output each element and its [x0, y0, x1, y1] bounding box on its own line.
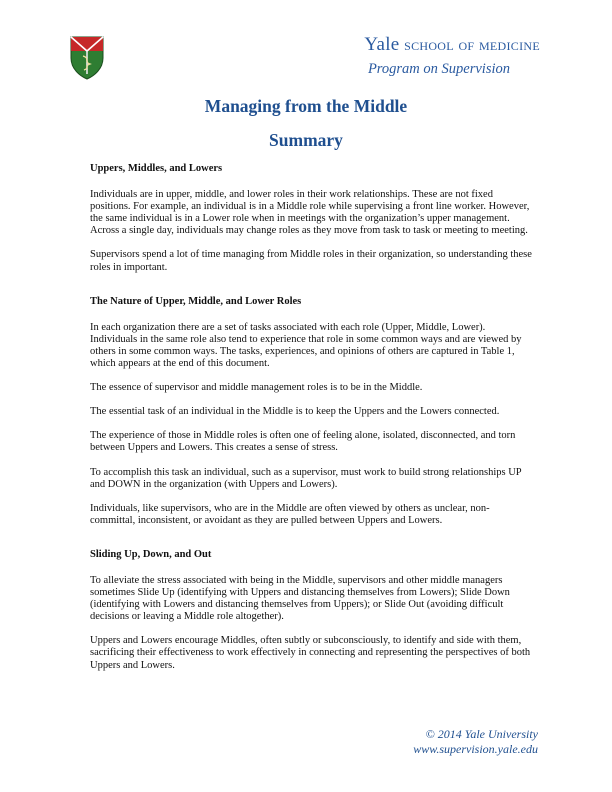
paragraph: To alleviate the stress associated with being in the Middle, supervisors and other middle managers sometimes Slide Up (identifying with Uppers and distancing themselves from Lowers); Slide Down (identifying with Lowers and distancing themselves from Uppers); or Slide Out (avoiding difficult decisions or leaving a Middle role altogether).: [90, 574, 510, 623]
copyright-text: © 2014 Yale University: [425, 727, 538, 741]
section-heading: Sliding Up, Down, and Out: [90, 548, 212, 560]
yale-shield-logo: [70, 36, 104, 80]
section-heading: Uppers, Middles, and Lowers: [90, 163, 223, 174]
brand-school-name: [364, 34, 540, 56]
paragraph: The experience of those in Middle roles is often one of feeling alone, isolated, disconnected, and torn between Uppers and Lowers. This creates a sense of stress.: [90, 430, 516, 454]
section-sliding: [90, 549, 534, 672]
section-uppers-middles-lowers: [90, 163, 534, 274]
paragraph: To accomplish this task an individual, such as a supervisor, must work to build strong relationships UP and DOWN in the organization (with Uppers and Lowers).: [90, 466, 522, 490]
brand-yale-word: Yale: [364, 34, 400, 55]
page-footer: [413, 727, 538, 757]
paragraph: Supervisors spend a lot of time managing from Middle roles in their organization, so understanding these roles in important.: [90, 249, 532, 273]
paragraph: In each organization there are a set of tasks associated with each role (Upper, Middle, Lower). Individuals in the same role also tend to experience that role in some common ways and are viewed by others in some common ways. The tasks, experiences, and opinions of others are captured in Table 1, which appears at the end of this document.: [90, 321, 522, 370]
brand-program-name: Program on Supervision: [367, 61, 510, 77]
paragraph: The essence of supervisor and middle management roles is to be in the Middle.: [90, 382, 423, 394]
paragraph: Uppers and Lowers encourage Middles, often subtly or subconsciously, to identify and side with them, sacrificing their effectiveness to work effectively in connecting and representing the perspectives of both Uppers and Lowers.: [90, 635, 531, 671]
document-body: [90, 163, 534, 694]
paragraph: Individuals are in upper, middle, and lower roles in their work relationships. These are not fixed positions. For example, an individual is in a Middle role while supervising a front line worker. However, the same individual is in a Lower role when in meetings with the organization’s upper management. Across a single day, individuals may change roles as they move from task to task or meeting to meeting.: [90, 189, 530, 237]
brand-school-words: school of medicine: [404, 35, 540, 54]
paragraph: The essential task of an individual in the Middle is to keep the Uppers and the Lowers connected.: [90, 406, 500, 418]
page-title: Managing from the Middle: [204, 96, 408, 116]
section-heading: The Nature of Upper, Middle, and Lower Roles: [90, 295, 302, 307]
website-link[interactable]: www.supervision.yale.edu: [413, 742, 538, 756]
school-brand: [364, 34, 540, 78]
section-nature-of-roles: [90, 296, 534, 527]
page-subtitle: Summary: [269, 130, 343, 150]
paragraph: Individuals, like supervisors, who are in the Middle are often viewed by others as unclear, non-committal, inconsistent, or avoidant as they are pulled between Uppers and Lowers.: [90, 502, 490, 526]
